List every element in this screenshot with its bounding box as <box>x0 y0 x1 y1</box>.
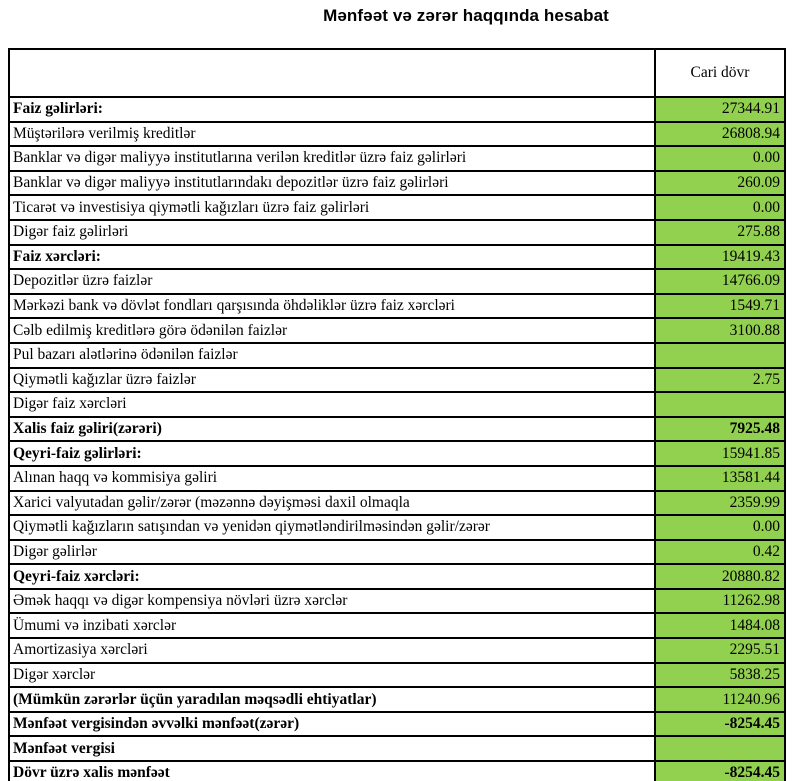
row-label: Banklar və digər maliyyə institutlarındakı depozitlər üzrə faiz gəlirləri <box>9 171 655 196</box>
row-label: Ümumi və inzibati xərclər <box>9 613 655 638</box>
table-row <box>9 392 785 417</box>
table-row <box>9 318 785 343</box>
row-value: 3100.88 <box>655 318 785 343</box>
row-value <box>655 736 785 761</box>
table-row <box>9 441 785 466</box>
table-row <box>9 122 785 147</box>
table-row <box>9 613 785 638</box>
row-value: 260.09 <box>655 171 785 196</box>
profit-loss-table <box>8 48 786 781</box>
row-label: Müştərilərə verilmiş kreditlər <box>9 122 655 147</box>
row-value: 1484.08 <box>655 613 785 638</box>
report-table-body <box>9 97 785 781</box>
table-row <box>9 220 785 245</box>
page-title: Mənfəət və zərər haqqında hesabat <box>323 6 609 25</box>
row-value <box>655 343 785 368</box>
table-row <box>9 589 785 614</box>
row-label: Xalis faiz gəliri(zərəri) <box>9 417 655 442</box>
current-period-header: Cari dövr <box>655 49 785 97</box>
row-label: Digər xərclər <box>9 663 655 688</box>
row-label: Qeyri-faiz xərcləri: <box>9 564 655 589</box>
row-value: 27344.91 <box>655 97 785 122</box>
row-label: Dövr üzrə xalis mənfəət <box>9 761 655 781</box>
table-row <box>9 368 785 393</box>
row-label: Qiymətli kağızlar üzrə faizlər <box>9 368 655 393</box>
row-value: 2359.99 <box>655 491 785 516</box>
table-row <box>9 146 785 171</box>
row-value: 1549.71 <box>655 294 785 319</box>
table-row <box>9 761 785 781</box>
row-value: 15941.85 <box>655 441 785 466</box>
table-row <box>9 466 785 491</box>
row-value: 275.88 <box>655 220 785 245</box>
table-row <box>9 540 785 565</box>
row-value: 14766.09 <box>655 269 785 294</box>
row-label: Əmək haqqı və digər kompensiya növləri üzrə xərclər <box>9 589 655 614</box>
table-row <box>9 638 785 663</box>
row-label: Ticarət və investisiya qiymətli kağızları üzrə faiz gəlirləri <box>9 195 655 220</box>
row-label: Faiz xərcləri: <box>9 245 655 270</box>
table-row <box>9 515 785 540</box>
row-label: Amortizasiya xərcləri <box>9 638 655 663</box>
table-row <box>9 687 785 712</box>
row-label: Mənfəət vergisi <box>9 736 655 761</box>
header-row <box>9 49 785 97</box>
row-value: -8254.45 <box>655 712 785 737</box>
table-header <box>9 49 785 97</box>
row-value: 0.42 <box>655 540 785 565</box>
row-value: 0.00 <box>655 515 785 540</box>
table-row <box>9 294 785 319</box>
row-label: Pul bazarı alətlərinə ödənilən faizlər <box>9 343 655 368</box>
row-label: Depozitlər üzrə faizlər <box>9 269 655 294</box>
corner-header-cell <box>9 49 655 97</box>
row-value: 2295.51 <box>655 638 785 663</box>
row-value: 2.75 <box>655 368 785 393</box>
row-label: Xarici valyutadan gəlir/zərər (məzənnə dəyişməsi daxil olmaqla <box>9 491 655 516</box>
row-value: 13581.44 <box>655 466 785 491</box>
row-value: 5838.25 <box>655 663 785 688</box>
row-label: Faiz gəlirləri: <box>9 97 655 122</box>
row-value: -8254.45 <box>655 761 785 781</box>
table-row <box>9 269 785 294</box>
row-value: 26808.94 <box>655 122 785 147</box>
row-label: Cəlb edilmiş kreditlərə görə ödənilən faizlər <box>9 318 655 343</box>
row-value: 11262.98 <box>655 589 785 614</box>
row-label: Alınan haqq və kommisiya gəliri <box>9 466 655 491</box>
table-row <box>9 245 785 270</box>
row-label: Mərkəzi bank və dövlət fondları qarşısında öhdəliklər üzrə faiz xərcləri <box>9 294 655 319</box>
row-value: 19419.43 <box>655 245 785 270</box>
row-label: (Mümkün zərərlər üçün yaradılan məqsədli ehtiyatlar) <box>9 687 655 712</box>
row-label: Digər gəlirlər <box>9 540 655 565</box>
row-label: Digər faiz gəlirləri <box>9 220 655 245</box>
row-value: 7925.48 <box>655 417 785 442</box>
row-label: Qeyri-faiz gəlirləri: <box>9 441 655 466</box>
row-label: Banklar və digər maliyyə institutlarına verilən kreditlər üzrə faiz gəlirləri <box>9 146 655 171</box>
row-value: 20880.82 <box>655 564 785 589</box>
table-row <box>9 712 785 737</box>
table-row <box>9 417 785 442</box>
table-row <box>9 736 785 761</box>
row-label: Digər faiz xərcləri <box>9 392 655 417</box>
table-row <box>9 663 785 688</box>
row-value: 0.00 <box>655 146 785 171</box>
row-label: Mənfəət vergisindən əvvəlki mənfəət(zərər) <box>9 712 655 737</box>
table-row <box>9 171 785 196</box>
table-row <box>9 195 785 220</box>
table-row <box>9 564 785 589</box>
row-value: 11240.96 <box>655 687 785 712</box>
table-row <box>9 491 785 516</box>
table-row <box>9 343 785 368</box>
row-value: 0.00 <box>655 195 785 220</box>
row-label: Qiymətli kağızların satışından və yenidən qiymətləndirilməsindən gəlir/zərər <box>9 515 655 540</box>
table-row <box>9 97 785 122</box>
row-value <box>655 392 785 417</box>
